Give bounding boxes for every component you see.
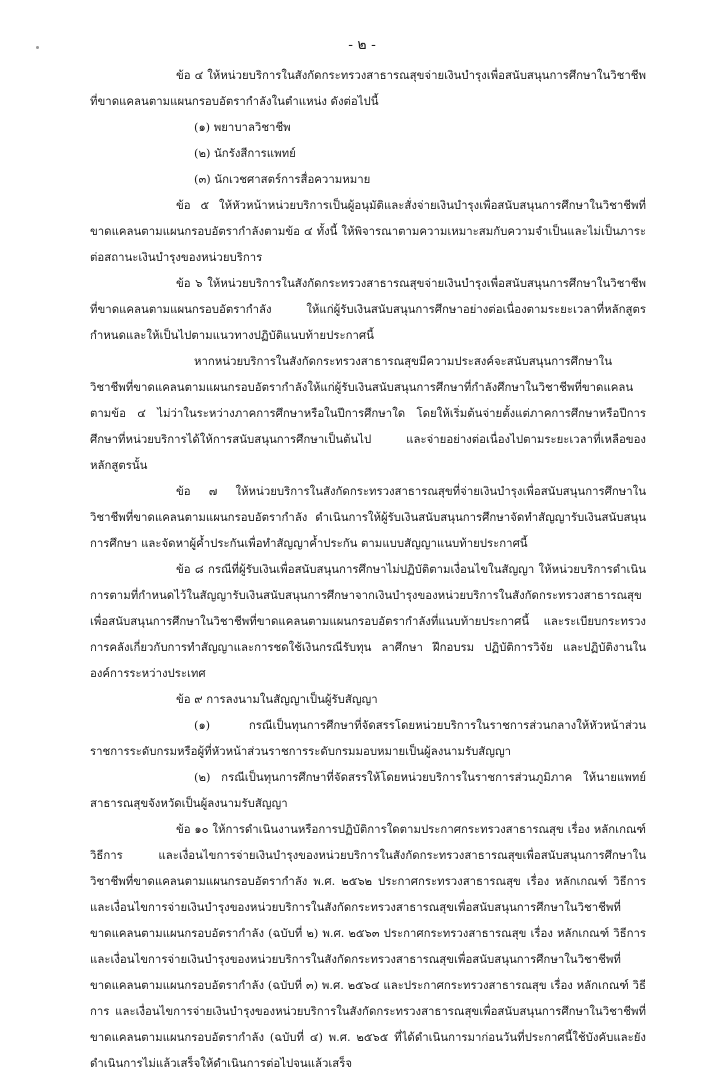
clause-9-item-1: (๑) กรณีเป็นทุนการศึกษาที่จัดสรรโดยหน่วยบริการในราชการส่วนกลางให้หัวหน้าส่วนราชการระดับกรมหรือผู้ที่หัวหน้าส่วนราชการระดับกรมมอบหมายเป็นผู้ลงนามรับสัญญา [90,718,646,758]
clause-8: ข้อ ๘ กรณีที่ผู้รับเงินเพื่อสนับสนุนการศึกษาไม่ปฏิบัติตามเงื่อนไขในสัญญา ให้หน่วยบริการดำเนินการตามที่กำหนดไว้ในสัญญารับเงินสนับสนุนการศึกษาจากเงินบำรุงของหน่วยบริการในสังกัดกระทรวงสาธารณสุขเพื่อสนับสนุนการศึกษาในวิชาชีพที่ขาดแคลนตามแผนกรอบอัตรากำลังที่แนบท้ายประกาศนี้ และระเบียบกระทรวงการคลังเกี่ยวกับการทำสัญญาและการชดใช้เงินกรณีรับทุน ลาศึกษา ฝึกอบรม ปฏิบัติการวิจัย และปฏิบัติงานในองค์การระหว่างประเทศ [90,562,646,680]
clause-5: ข้อ ๕ ให้หัวหน้าหน่วยบริการเป็นผู้อนุมัติและสั่งจ่ายเงินบำรุงเพื่อสนับสนุนการศึกษาในวิชาชีพที่ขาดแคลนตามแผนกรอบอัตรากำลังตามข้อ ๔ ทั้งนี้ ให้พิจารณาตามความเหมาะสมกับความจำเป็นและไม่เป็นภาระต่อสถานะเงินบำรุงของหน่วยบริการ [90,198,646,264]
clause-4-item-3: (๓) นักเวชศาสตร์การสื่อความหมาย [194,172,371,186]
clause-4-item-2: (๒) นักรังสีการแพทย์ [194,146,296,160]
clause-4-item-1: (๑) พยาบาลวิชาชีพ [194,120,291,134]
clause-6: ข้อ ๖ ให้หน่วยบริการในสังกัดกระทรวงสาธารณสุขจ่ายเงินบำรุงเพื่อสนับสนุนการศึกษาในวิชาชีพที่ขาดแคลนตามแผนกรอบอัตรากำลัง ให้แก่ผู้รับเงินสนับสนุนการศึกษาอย่างต่อเนื่องตามระยะเวลาที่หลักสูตรกำหนดและให้เป็นไปตามแนวทางปฏิบัติแนบท้ายประกาศนี้ [90,276,646,342]
clause-6-paragraph-2: หากหน่วยบริการในสังกัดกระทรวงสาธารณสุขมีความประสงค์จะสนับสนุนการศึกษาในวิชาชีพที่ขาดแคลนตามแผนกรอบอัตรากำลังให้แก่ผู้รับเงินสนับสนุนการศึกษาที่กำลังศึกษาในวิชาชีพที่ขาดแคลนตามข้อ ๔ ไม่ว่าในระหว่างภาคการศึกษาหรือในปีการศึกษาใด โดยให้เริ่มต้นจ่ายตั้งแต่ภาคการศึกษาหรือปีการศึกษาที่หน่วยบริการได้ให้การสนับสนุนการศึกษาเป็นต้นไป และจ่ายอย่างต่อเนื่องไปตามระยะเวลาที่เหลือของหลักสูตรนั้น [90,354,646,472]
clause-10: ข้อ ๑๐ ให้การดำเนินงานหรือการปฏิบัติการใดตามประกาศกระทรวงสาธารณสุข เรื่อง หลักเกณฑ์ วิธีการ และเงื่อนไขการจ่ายเงินบำรุงของหน่วยบริการในสังกัดกระทรวงสาธารณสุขเพื่อสนับสนุนการศึกษาในวิชาชีพที่ขาดแคลนตามแผนกรอบอัตรากำลัง พ.ศ. ๒๕๖๒ ประกาศกระทรวงสาธารณสุข เรื่อง หลักเกณฑ์ วิธีการ และเงื่อนไขการจ่ายเงินบำรุงของหน่วยบริการในสังกัดกระทรวงสาธารณสุขเพื่อสนับสนุนการศึกษาในวิชาชีพที่ขาดแคลนตามแผนกรอบอัตรากำลัง (ฉบับที่ ๒) พ.ศ. ๒๕๖๓ ประกาศกระทรวงสาธารณสุข เรื่อง หลักเกณฑ์ วิธีการ และเงื่อนไขการจ่ายเงินบำรุงของหน่วยบริการในสังกัดกระทรวงสาธารณสุขเพื่อสนับสนุนการศึกษาในวิชาชีพที่ขาดแคลนตามแผนกรอบอัตรากำลัง (ฉบับที่ ๓) พ.ศ. ๒๕๖๔ และประกาศกระทรวงสาธารณสุข เรื่อง หลักเกณฑ์ วิธีการ และเงื่อนไขการจ่ายเงินบำรุงของหน่วยบริการในสังกัดกระทรวงสาธารณสุขเพื่อสนับสนุนการศึกษาในวิชาชีพที่ขาดแคลนตามแผนกรอบอัตรากำลัง (ฉบับที่ ๔) พ.ศ. ๒๕๖๕ ที่ได้ดำเนินการมาก่อนวันที่ประกาศนี้ใช้บังคับและยังดำเนินการไม่แล้วเสร็จให้ดำเนินการต่อไปจนแล้วเสร็จ [90,822,646,1070]
page-number: - ๒ - [348,37,376,53]
clause-9-item-2: (๒) กรณีเป็นทุนการศึกษาที่จัดสรรให้โดยหน่วยบริการในราชการส่วนภูมิภาค ให้นายแพทย์สาธารณสุขจังหวัดเป็นผู้ลงนามรับสัญญา [90,770,646,810]
clause-9: ข้อ ๙ การลงนามในสัญญาเป็นผู้รับสัญญา [176,692,378,706]
clause-4: ข้อ ๔ ให้หน่วยบริการในสังกัดกระทรวงสาธารณสุขจ่ายเงินบำรุงเพื่อสนับสนุนการศึกษาในวิชาชีพที่ขาดแคลนตามแผนกรอบอัตรากำลังในตำแหน่ง ดังต่อไปนี้ [90,68,646,108]
clause-7: ข้อ ๗ ให้หน่วยบริการในสังกัดกระทรวงสาธารณสุขที่จ่ายเงินบำรุงเพื่อสนับสนุนการศึกษาในวิชาชีพที่ขาดแคลนตามแผนกรอบอัตรากำลัง ดำเนินการให้ผู้รับเงินสนับสนุนการศึกษาจัดทำสัญญารับเงินสนับสนุนการศึกษา และจัดหาผู้ค้ำประกันเพื่อทำสัญญาค้ำประกัน ตามแบบสัญญาแนบท้ายประกาศนี้ [90,484,646,550]
document-body [90,62,646,1076]
